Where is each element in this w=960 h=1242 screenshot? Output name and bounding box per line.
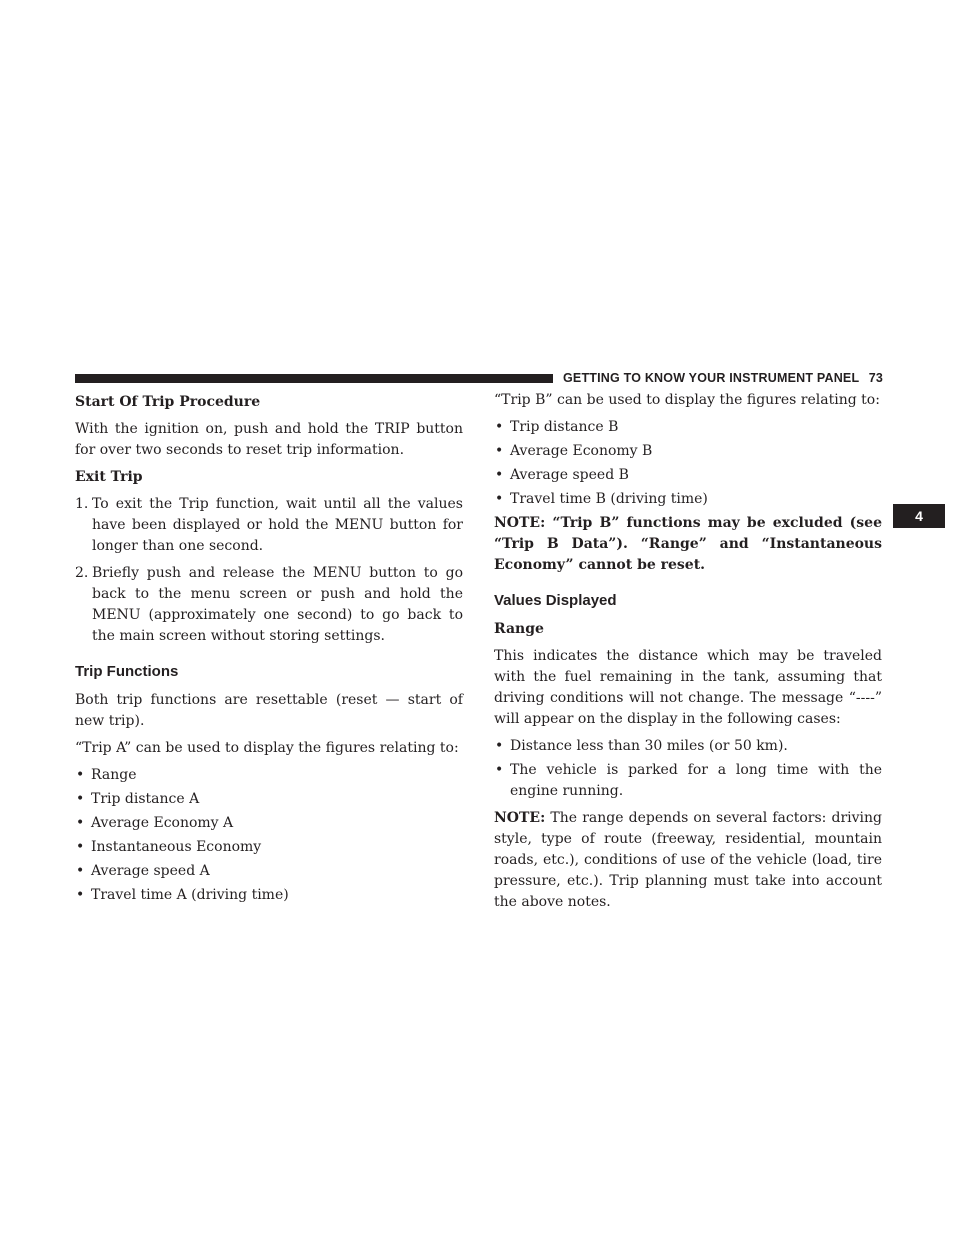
item-text: The vehicle is parked for a long time with the engine running. <box>510 762 882 799</box>
list-item <box>75 789 463 810</box>
list-item <box>75 494 463 557</box>
range-text: This indicates the distance which may be traveled with the fuel remaining in the tank, assuming that driving conditions will not change. The message “----” will appear on the display in the following cases: <box>494 648 882 727</box>
trip-a-list <box>75 765 463 906</box>
bullet-icon: • <box>495 762 504 778</box>
running-header <box>563 371 883 385</box>
header-rule <box>75 374 553 383</box>
chapter-tab: 4 <box>893 504 945 528</box>
bullet-icon: • <box>76 815 85 831</box>
functions-text: Both trip functions are resettable (reset — start of new trip). <box>75 692 463 729</box>
exit-heading: Exit Trip <box>75 469 143 485</box>
range-heading: Range <box>494 621 544 637</box>
item-text: Trip distance A <box>91 791 200 807</box>
right-column <box>494 390 882 920</box>
list-item <box>75 813 463 834</box>
functions-heading: Trip Functions <box>75 663 179 680</box>
range-list <box>494 736 882 802</box>
list-item <box>75 837 463 858</box>
list-item <box>494 441 882 462</box>
step-text: Briefly push and release the MENU button to go back to the menu screen or push and hold the MENU (approximately one second) to go back to the main screen without storing settings. <box>92 565 463 644</box>
item-text: Instantaneous Economy <box>91 839 262 855</box>
page-number: 73 <box>868 371 884 385</box>
exit-steps <box>75 494 463 647</box>
note-trip-b: NOTE: “Trip B” functions may be excluded (see “Trip B Data”). “Range” and “Instantaneous Economy” cannot be reset. <box>494 515 882 573</box>
bullet-icon: • <box>76 863 85 879</box>
bullet-icon: • <box>76 791 85 807</box>
item-text: Average speed B <box>510 467 629 483</box>
item-text: Trip distance B <box>510 419 619 435</box>
bullet-icon: • <box>76 887 85 903</box>
list-item <box>75 861 463 882</box>
bullet-icon: • <box>495 419 504 435</box>
trip-b-intro: “Trip B” can be used to display the figures relating to: <box>494 392 880 408</box>
item-text: Average Economy B <box>510 443 653 459</box>
note-range <box>494 808 882 913</box>
left-column <box>75 392 463 909</box>
item-text: Distance less than 30 miles (or 50 km). <box>510 738 788 754</box>
values-heading: Values Displayed <box>494 592 617 609</box>
note-text: The range depends on several factors: driving style, type of route (freeway, residential, mountain roads, etc.), conditions of use of the vehicle (load, tire pressure, etc.). Trip planning must take into account the above notes. <box>494 810 882 910</box>
bullet-icon: • <box>495 491 504 507</box>
trip-a-intro: “Trip A” can be used to display the figures relating to: <box>75 740 459 756</box>
step-number: 2. <box>75 565 89 581</box>
trip-b-list <box>494 417 882 510</box>
item-text: Travel time A (driving time) <box>91 887 289 903</box>
step-text: To exit the Trip function, wait until all the values have been displayed or hold the MENU button for longer than one second. <box>92 496 463 554</box>
start-text: With the ignition on, push and hold the TRIP button for over two seconds to reset trip information. <box>75 421 463 458</box>
list-item <box>494 736 882 757</box>
bullet-icon: • <box>76 839 85 855</box>
list-item <box>494 465 882 486</box>
list-item <box>75 885 463 906</box>
list-item <box>75 563 463 647</box>
step-number: 1. <box>75 496 89 512</box>
list-item <box>494 417 882 438</box>
list-item <box>494 489 882 510</box>
item-text: Range <box>91 767 137 783</box>
bullet-icon: • <box>495 738 504 754</box>
bullet-icon: • <box>495 467 504 483</box>
bullet-icon: • <box>76 767 85 783</box>
list-item <box>75 765 463 786</box>
section-title: GETTING TO KNOW YOUR INSTRUMENT PANEL <box>563 371 860 385</box>
note-label: NOTE: <box>494 810 546 826</box>
item-text: Average speed A <box>91 863 210 879</box>
item-text: Travel time B (driving time) <box>510 491 708 507</box>
start-heading: Start Of Trip Procedure <box>75 394 261 410</box>
item-text: Average Economy A <box>91 815 234 831</box>
bullet-icon: • <box>495 443 504 459</box>
list-item <box>494 760 882 802</box>
